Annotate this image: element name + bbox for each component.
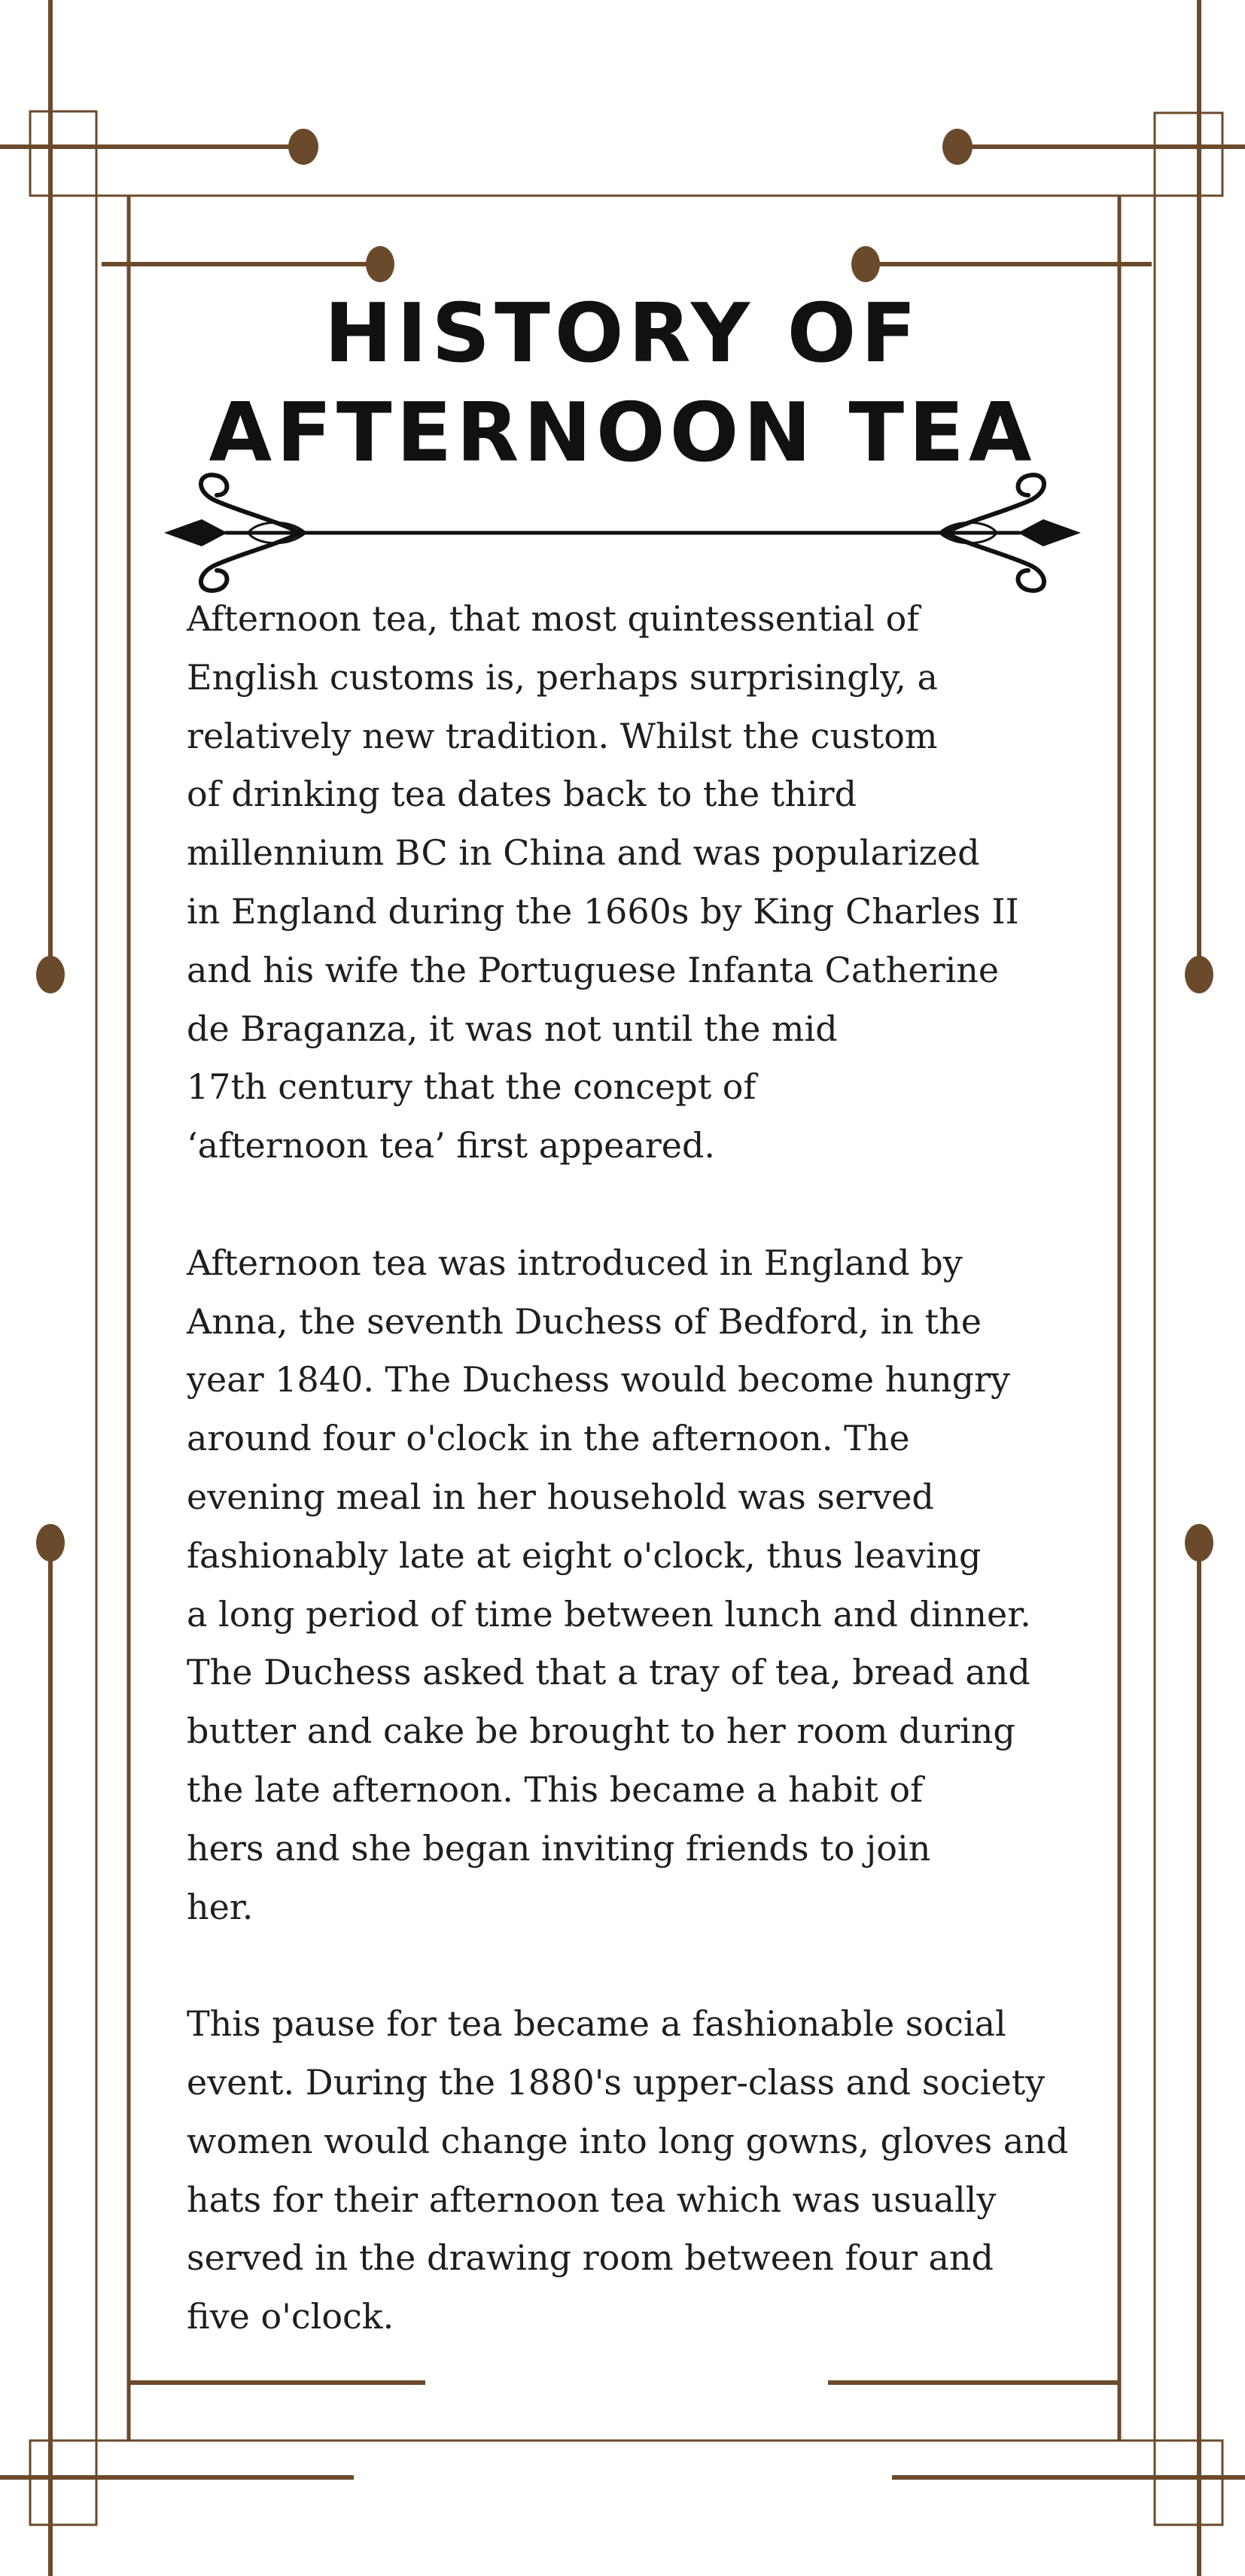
corner-box-top-right [1155,113,1222,196]
finial-top-left [288,129,318,165]
paragraph-2: Afternoon tea was introduced in England by Anna, the seventh Duchess of Bedford, in the year 1840. The Duchess would become hungry around four o'clock in the afternoon. The evening meal in her household was served fashionably late at eight o'clock, thus leaving a long period of time between lunch and dinner. The Duchess asked that a tray of tea, bread and butter and cake be brought to her room during the late afternoon. This became a habit of hers and she began inviting friends to join her. [187,1242,1031,1927]
page-title [135,284,1110,483]
finial-right-upper [1185,956,1213,993]
divider-tip-right [1018,519,1081,546]
divider-tip-left [164,519,227,546]
paragraph-3: This pause for tea became a fashionable social event. During the 1880's upper-class and society women would change into long gowns, gloves and hats for their afternoon tea which was usually served in the drawing room between four and five o'clock. [187,2003,1069,2337]
corner-box-bottom-left [30,2441,96,2525]
finial-inner-right [851,246,880,282]
finial-inner-left [366,246,394,282]
finial-left-upper [36,956,65,993]
finial-top-right [942,129,973,165]
paragraph-1: Afternoon tea, that most quintessential of English customs is, perhaps surprisingly, a relatively new tradition. Whilst the custom of drinking tea dates back to the third millennium BC in China and was popularized in England during the 1660s by King Charles II and his wife the Portuguese Infanta Catherine de Braganza, it was not until the mid 17th century that the concept of ‘afternoon tea’ first appeared. [187,598,1019,1166]
title-line-1: HISTORY OF [324,287,921,381]
ornamental-divider [158,473,1087,593]
corner-box-bottom-right [1155,2441,1222,2525]
finial-left-lower [36,1524,65,1562]
corner-box-top-left [30,111,96,196]
finial-right-lower [1185,1524,1213,1562]
article-body [187,590,1120,2405]
title-line-2: AFTERNOON TEA [209,386,1036,480]
